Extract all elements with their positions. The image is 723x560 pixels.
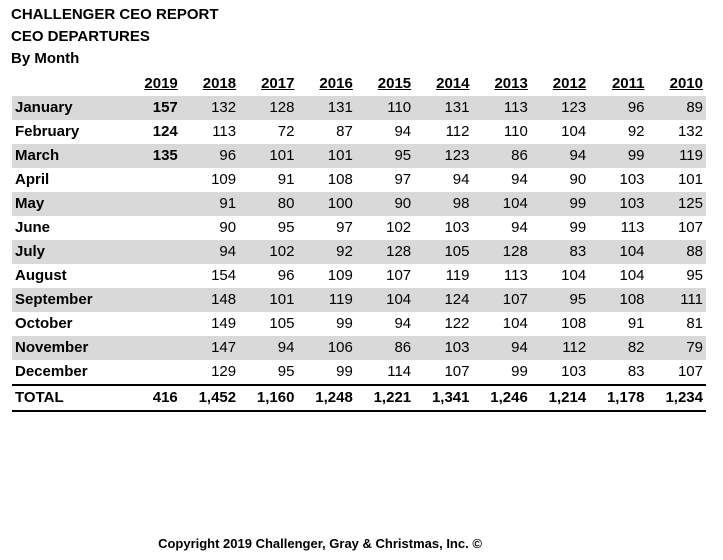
cell-2018: 90 — [219, 219, 237, 236]
row-label: November — [12, 336, 128, 360]
cell-2016: 101 — [297, 144, 355, 168]
row-label: February — [15, 123, 80, 140]
cell-2015: 86 — [356, 336, 414, 360]
cell-2019: 124 — [152, 123, 178, 140]
cell-2010: 95 — [686, 267, 703, 284]
cell-2019: 416 — [128, 385, 181, 411]
cell-2017: 95 — [277, 363, 295, 380]
cell-2012: 104 — [561, 123, 587, 140]
table-row-august — [12, 264, 706, 288]
cell-2010: 1,234 — [648, 385, 706, 411]
table-row-january — [12, 96, 706, 120]
cell-2011: 103 — [619, 171, 645, 188]
cell-2010: 107 — [677, 363, 703, 380]
cell-2013: 113 — [472, 96, 530, 120]
table-row-december — [12, 360, 706, 385]
cell-2018: 132 — [181, 96, 239, 120]
cell-2015: 104 — [356, 288, 414, 312]
cell-2019 — [128, 360, 181, 385]
cell-2019 — [128, 216, 181, 240]
cell-2018: 96 — [181, 144, 239, 168]
cell-2012: 108 — [561, 315, 587, 332]
cell-2013: 94 — [511, 171, 528, 188]
cell-2016: 119 — [297, 288, 355, 312]
cell-2015: 90 — [356, 192, 414, 216]
row-label: May — [12, 192, 128, 216]
row-label: June — [15, 219, 51, 236]
column-header-2011 — [589, 72, 647, 96]
cell-2017: 1,160 — [239, 385, 297, 411]
cell-2014: 124 — [414, 288, 472, 312]
cell-2017: 91 — [277, 171, 295, 188]
cell-2015: 107 — [386, 267, 412, 284]
column-header-label: 2013 — [494, 75, 528, 92]
cell-2014: 131 — [414, 96, 472, 120]
cell-2017: 80 — [239, 192, 297, 216]
cell-2015: 110 — [356, 96, 414, 120]
cell-2015: 114 — [387, 363, 412, 380]
cell-2012: 123 — [531, 96, 589, 120]
cell-2014: 94 — [452, 171, 470, 188]
cell-2016: 106 — [297, 336, 355, 360]
cell-2019 — [128, 240, 181, 264]
cell-2016: 87 — [336, 123, 353, 140]
cell-2013: 104 — [472, 192, 530, 216]
cell-2010: 125 — [648, 192, 706, 216]
cell-2017: 105 — [269, 315, 295, 332]
cell-2014: 112 — [445, 123, 470, 140]
cell-2019 — [128, 288, 181, 312]
cell-2012: 1,214 — [531, 385, 589, 411]
cell-2014: 105 — [414, 240, 472, 264]
cell-2010: 89 — [648, 96, 706, 120]
cell-2012: 103 — [561, 363, 587, 380]
column-header-label: 2017 — [261, 75, 295, 92]
cell-2018: 148 — [181, 288, 239, 312]
table-row-july — [12, 240, 706, 264]
cell-2011: 113 — [620, 219, 645, 236]
cell-2013: 94 — [511, 219, 528, 236]
cell-2010: 101 — [677, 171, 703, 188]
cell-2010: 111 — [648, 288, 706, 312]
cell-2017: 96 — [277, 267, 295, 284]
table-row-november — [12, 336, 706, 360]
cell-2011: 91 — [627, 315, 645, 332]
cell-2013: 104 — [502, 315, 528, 332]
cell-2018: 154 — [211, 267, 237, 284]
cell-2013: 94 — [472, 336, 530, 360]
table-row-total — [12, 385, 706, 411]
cell-2016: 97 — [336, 219, 353, 236]
cell-2015: 102 — [386, 219, 412, 236]
cell-2018: 91 — [181, 192, 239, 216]
cell-2016: 109 — [327, 267, 353, 284]
cell-2015: 1,221 — [356, 385, 414, 411]
cell-2012: 104 — [561, 267, 587, 284]
cell-2018: 94 — [181, 240, 239, 264]
report-title: CHALLENGER CEO REPORT — [11, 6, 219, 23]
cell-2014: 123 — [414, 144, 472, 168]
column-header-2018 — [181, 72, 239, 96]
table-row-february — [12, 120, 706, 144]
cell-2018: 113 — [212, 123, 237, 140]
cell-2010: 88 — [648, 240, 706, 264]
cell-2019 — [128, 264, 181, 288]
cell-2010: 79 — [648, 336, 706, 360]
column-header-2019 — [128, 72, 181, 96]
cell-2015: 97 — [394, 171, 412, 188]
table-corner-cell — [12, 72, 128, 96]
report-grouping-label: By Month — [11, 50, 80, 67]
cell-2017: 102 — [239, 240, 297, 264]
row-label: TOTAL — [12, 385, 128, 411]
cell-2011: 104 — [589, 240, 647, 264]
table-row-october — [12, 312, 706, 336]
cell-2019 — [128, 192, 181, 216]
report-subtitle: CEO DEPARTURES — [11, 28, 150, 45]
cell-2011: 99 — [589, 144, 647, 168]
cell-2010: 119 — [648, 144, 706, 168]
column-header-2015 — [356, 72, 414, 96]
cell-2018: 149 — [211, 315, 237, 332]
row-label: September — [12, 288, 128, 312]
cell-2011: 82 — [589, 336, 647, 360]
table-row-april — [12, 168, 706, 192]
column-header-label: 2014 — [436, 75, 470, 92]
cell-2013: 110 — [503, 123, 528, 140]
table-row-september — [12, 288, 706, 312]
cell-2019: 157 — [128, 96, 181, 120]
cell-2012: 90 — [569, 171, 587, 188]
column-header-label: 2019 — [144, 75, 178, 92]
cell-2018: 109 — [211, 171, 237, 188]
column-header-2016 — [297, 72, 355, 96]
cell-2014: 98 — [414, 192, 472, 216]
table-row-june — [12, 216, 706, 240]
cell-2013: 99 — [511, 363, 528, 380]
cell-2016: 1,248 — [297, 385, 355, 411]
copyright-notice: Copyright 2019 Challenger, Gray & Christmas, Inc. © — [158, 536, 482, 551]
column-header-2012 — [531, 72, 589, 96]
cell-2011: 1,178 — [589, 385, 647, 411]
cell-2013: 113 — [503, 267, 528, 284]
cell-2011: 96 — [589, 96, 647, 120]
row-label: October — [15, 315, 73, 332]
cell-2012: 83 — [531, 240, 589, 264]
cell-2016: 92 — [297, 240, 355, 264]
cell-2016: 99 — [336, 315, 353, 332]
cell-2012: 95 — [531, 288, 589, 312]
table-row-may — [12, 192, 706, 216]
cell-2013: 86 — [472, 144, 530, 168]
column-header-label: 2016 — [319, 75, 353, 92]
table-row-march — [12, 144, 706, 168]
report-title-block — [11, 4, 219, 70]
cell-2017: 128 — [239, 96, 297, 120]
cell-2010: 107 — [677, 219, 703, 236]
column-header-2014 — [414, 72, 472, 96]
cell-2012: 94 — [531, 144, 589, 168]
column-header-2010 — [648, 72, 706, 96]
cell-2011: 83 — [627, 363, 645, 380]
table-body — [12, 96, 706, 411]
cell-2016: 131 — [297, 96, 355, 120]
cell-2012: 99 — [531, 192, 589, 216]
cell-2013: 1,246 — [472, 385, 530, 411]
cell-2018: 129 — [211, 363, 237, 380]
row-label: July — [12, 240, 128, 264]
cell-2019 — [128, 168, 181, 192]
column-header-label: 2015 — [377, 75, 412, 92]
column-header-label: 2012 — [552, 75, 587, 92]
cell-2011: 108 — [589, 288, 647, 312]
cell-2017: 101 — [239, 144, 297, 168]
row-label: August — [15, 267, 67, 284]
cell-2018: 1,452 — [181, 385, 239, 411]
column-header-2013 — [472, 72, 530, 96]
cell-2011: 103 — [589, 192, 647, 216]
cell-2012: 112 — [531, 336, 589, 360]
cell-2010: 81 — [686, 315, 703, 332]
cell-2014: 122 — [444, 315, 470, 332]
row-label: January — [12, 96, 128, 120]
cell-2014: 103 — [444, 219, 470, 236]
cell-2011: 92 — [627, 123, 645, 140]
cell-2014: 107 — [444, 363, 470, 380]
cell-2019 — [128, 312, 181, 336]
cell-2015: 128 — [356, 240, 414, 264]
table-header-row — [12, 72, 706, 96]
column-header-2017 — [239, 72, 297, 96]
cell-2019 — [128, 336, 181, 360]
cell-2014: 119 — [445, 267, 470, 284]
cell-2013: 128 — [472, 240, 530, 264]
cell-2012: 99 — [569, 219, 587, 236]
cell-2016: 100 — [297, 192, 355, 216]
ceo-departures-table — [12, 72, 706, 412]
cell-2014: 1,341 — [414, 385, 472, 411]
cell-2016: 99 — [336, 363, 353, 380]
row-label: April — [15, 171, 50, 188]
cell-2017: 95 — [277, 219, 295, 236]
cell-2010: 132 — [677, 123, 703, 140]
column-header-label: 2010 — [669, 75, 703, 92]
cell-2014: 103 — [414, 336, 472, 360]
cell-2018: 147 — [181, 336, 239, 360]
cell-2015: 95 — [356, 144, 414, 168]
cell-2016: 108 — [327, 171, 353, 188]
cell-2017: 101 — [239, 288, 297, 312]
cell-2011: 104 — [619, 267, 645, 284]
column-header-label: 2011 — [611, 75, 645, 92]
cell-2015: 94 — [394, 123, 412, 140]
cell-2017: 72 — [277, 123, 295, 140]
cell-2015: 94 — [394, 315, 412, 332]
column-header-label: 2018 — [202, 75, 237, 92]
row-label: December — [15, 363, 88, 380]
cell-2013: 107 — [472, 288, 530, 312]
row-label: March — [12, 144, 128, 168]
cell-2019: 135 — [128, 144, 181, 168]
cell-2017: 94 — [239, 336, 297, 360]
